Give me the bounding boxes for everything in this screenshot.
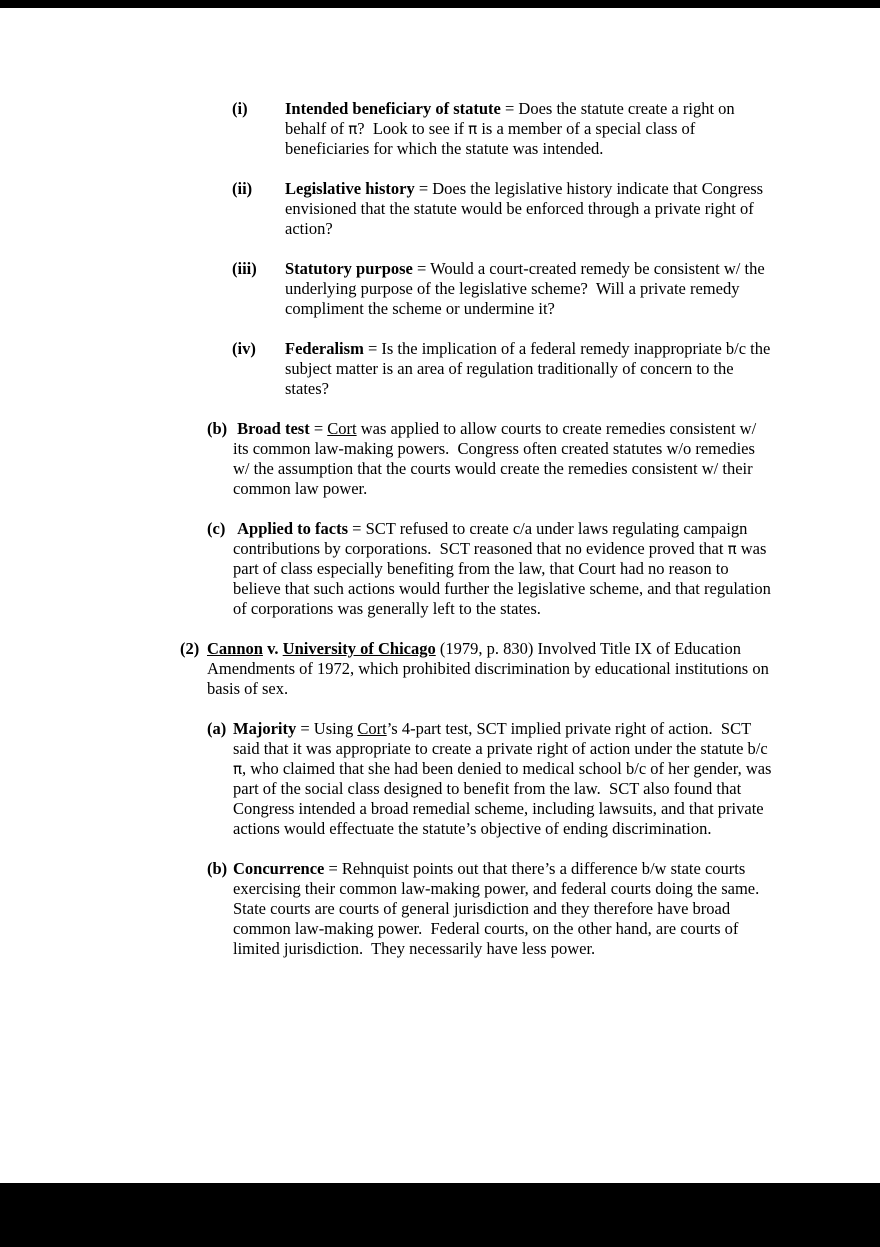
text-segment: Majority: [233, 719, 297, 738]
text-segment: = SCT refused to create c/a under laws regulating campaign contributions by corporations. SCT reasoned that no evidence proved that: [233, 519, 752, 558]
list-item-label: (i): [232, 99, 248, 118]
text-segment: is a member of a special class of beneficiaries for which the statute was intended.: [285, 119, 700, 158]
list-item-text: [233, 859, 880, 959]
list-item-text: [285, 179, 880, 239]
list-item-text: [233, 519, 880, 619]
list-item-text: [207, 639, 880, 699]
list-item-text: [285, 99, 880, 159]
text-segment: Statutory purpose: [285, 259, 413, 278]
text-segment: was part of class especially benefiting from the law, that Court had no reason to believe that such actions would further the legislative scheme, and that regulation of corporations was generally left to the states.: [233, 539, 776, 618]
plaintiff-symbol: π: [727, 540, 737, 558]
plaintiff-symbol: π: [468, 120, 478, 138]
text-segment: Legislative history: [285, 179, 415, 198]
text-segment: Cort: [357, 719, 387, 738]
list-item-label: (b): [207, 419, 228, 438]
text-segment: = Is the implication of a federal remedy inappropriate b/c the subject matter is an area of regulation traditionally of concern to the states?: [285, 339, 775, 398]
page-bottom-edge-bar: [0, 1183, 880, 1247]
list-item-label: (iv): [232, 339, 256, 358]
text-segment: was applied to allow courts to create remedies consistent w/ its common law-making powers. Congress often created statutes w/o remedies w/ the assumption that the courts would create the remedies consistent w/ their common law power.: [233, 419, 761, 498]
plaintiff-symbol: π: [348, 120, 358, 138]
list-item-label: (2): [180, 639, 200, 658]
text-segment: = Does the legislative history indicate that Congress envisioned that the statute would be enforced through a private right of action?: [285, 179, 768, 238]
list-item: [232, 99, 880, 159]
plaintiff-symbol: π: [233, 760, 243, 778]
list-item: [232, 259, 880, 319]
list-item-text: [233, 419, 880, 499]
text-segment: Broad test: [233, 419, 310, 438]
text-segment: University of Chicago: [282, 639, 436, 658]
list-item: [207, 519, 880, 619]
list-item: [232, 339, 880, 399]
list-item-text: [285, 339, 880, 399]
list-item: [180, 639, 880, 699]
list-item-label: (c): [207, 519, 226, 538]
list-item-label: (iii): [232, 259, 257, 278]
list-item-text: [233, 719, 880, 839]
list-item: [207, 859, 880, 959]
list-item-text: [285, 259, 880, 319]
text-segment: Intended beneficiary of statute: [285, 99, 501, 118]
list-item-label: (a): [207, 719, 227, 738]
text-segment: v.: [262, 639, 283, 658]
text-segment: =: [309, 419, 328, 438]
text-segment: (1979, p. 830) Involved Title IX of Education Amendments of 1972, which prohibited discrimination by educational institutions on basis of sex.: [207, 639, 773, 698]
text-segment: , who claimed that she had been denied to medical school b/c of her gender, was part of the social class designed to benefit from the law. SCT also found that Congress intended a broad remedial scheme, including lawsuits, and that private actions would effectuate the statute’s objective of ending discrimination.: [233, 759, 776, 838]
text-segment: = Rehnquist points out that there’s a difference b/w state courts exercising their common law-making power, and federal courts doing the same. State courts are courts of general jurisdiction and they therefore have broad common law-making power. Federal courts, on the other hand, are courts of limited jurisdiction. They necessarily have less power.: [233, 859, 768, 958]
list-item-label: (b): [207, 859, 228, 878]
list-item: [232, 179, 880, 239]
text-segment: Applied to facts: [233, 519, 349, 538]
list-item: [207, 719, 880, 839]
text-segment: = Does the statute create a right on behalf of: [285, 99, 739, 138]
text-segment: = Using: [296, 719, 358, 738]
text-segment: ’s 4-part test, SCT implied private right of action. SCT said that it was appropriate to create a private right of action under the statute b/c: [233, 719, 772, 758]
list-item-label: (ii): [232, 179, 253, 198]
text-segment: Federalism: [285, 339, 364, 358]
text-segment: ? Look to see if: [357, 119, 469, 138]
page-top-edge-bar: [0, 0, 880, 8]
text-segment: = Would a court-created remedy be consistent w/ the underlying purpose of the legislative scheme? Will a private remedy compliment the scheme or undermine it?: [285, 259, 769, 318]
text-segment: Cort: [327, 419, 357, 438]
text-segment: Cannon: [207, 639, 263, 658]
text-segment: Concurrence: [233, 859, 325, 878]
list-item: [207, 419, 880, 499]
